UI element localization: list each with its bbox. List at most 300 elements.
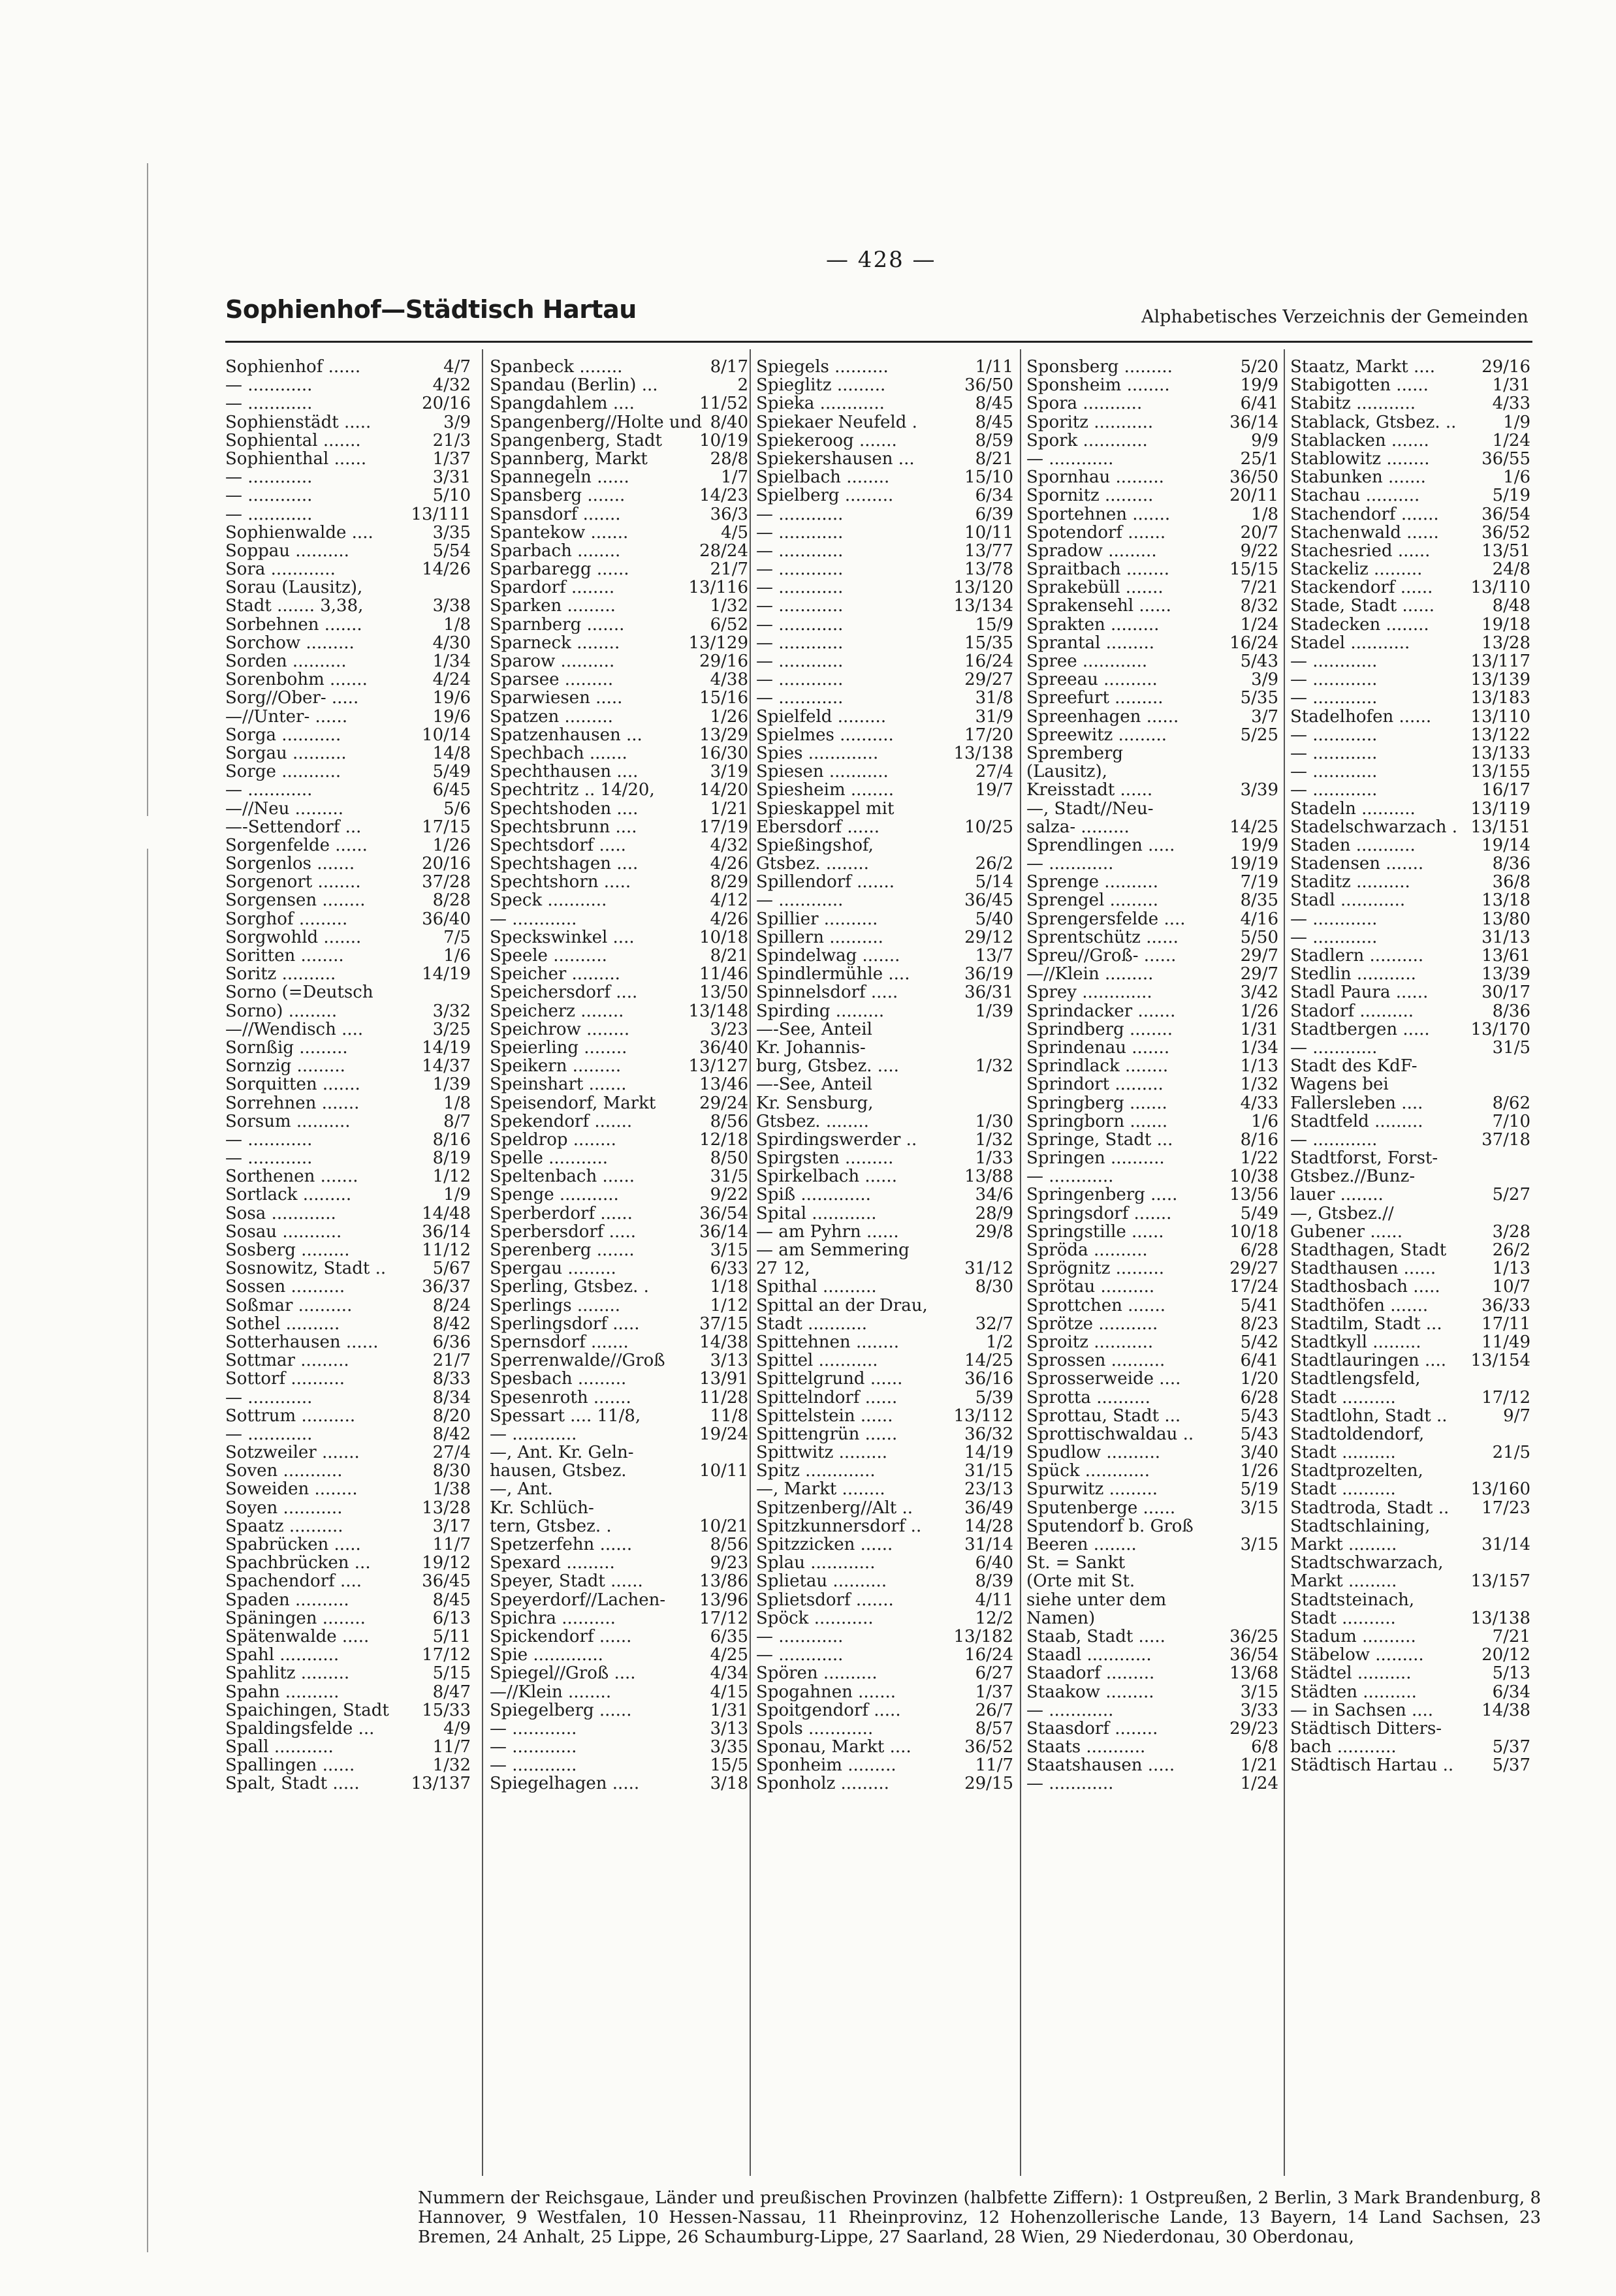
entry-place-name: Stadtsteinach, bbox=[1290, 1590, 1415, 1610]
index-entry bbox=[1026, 1186, 1281, 1204]
index-entry bbox=[490, 1756, 751, 1774]
entry-reference-number: 36/14 bbox=[1229, 412, 1278, 432]
entry-place-name: Spirdingswerder .. bbox=[756, 1129, 917, 1150]
index-entry bbox=[756, 910, 1016, 928]
entry-place-name: Stadtlohn, Stadt .. bbox=[1290, 1406, 1448, 1426]
entry-place-name: Spiegels .......... bbox=[756, 357, 889, 377]
index-entry bbox=[490, 1591, 751, 1609]
entry-place-name: — ............ bbox=[490, 1718, 577, 1738]
entry-place-name: — ............ bbox=[756, 541, 844, 561]
entry-reference-number: 5/19 bbox=[1240, 1479, 1278, 1500]
index-entry bbox=[490, 1167, 751, 1186]
index-column-1 bbox=[225, 358, 473, 1793]
index-entry bbox=[756, 1443, 1016, 1462]
entry-reference-number: 14/20 bbox=[699, 780, 748, 800]
index-entry bbox=[490, 1186, 751, 1204]
entry-place-name: Speicher ......... bbox=[490, 964, 620, 984]
entry-place-name: —//Unter- ...... bbox=[225, 706, 348, 727]
entry-place-name: —//Klein ......... bbox=[1026, 964, 1154, 984]
entry-place-name: Springe, Stadt ... bbox=[1026, 1129, 1173, 1150]
index-entry bbox=[756, 1094, 1016, 1112]
entry-reference-number: 37/18 bbox=[1481, 1129, 1530, 1150]
entry-reference-number: 10/11 bbox=[964, 522, 1013, 543]
index-entry bbox=[756, 873, 1016, 891]
entry-reference-number: 16/24 bbox=[1229, 633, 1278, 653]
index-entry bbox=[756, 542, 1016, 560]
entry-place-name: Spitzkunnersdorf .. bbox=[756, 1516, 922, 1536]
entry-place-name: Spechtsbrunn .... bbox=[490, 817, 637, 837]
entry-reference-number: 13/134 bbox=[953, 596, 1013, 616]
index-entry bbox=[490, 1297, 751, 1315]
entry-reference-number: 4/33 bbox=[1240, 1093, 1278, 1113]
index-entry bbox=[1290, 1756, 1533, 1774]
entry-place-name: Sprenge .......... bbox=[1026, 872, 1158, 892]
entry-place-name: Namen) bbox=[1026, 1608, 1096, 1628]
entry-reference-number: 29/15 bbox=[964, 1774, 1013, 1794]
index-entry bbox=[490, 432, 751, 450]
index-entry bbox=[225, 1204, 473, 1223]
entry-place-name: Stadtilm, Stadt ... bbox=[1290, 1313, 1442, 1334]
entry-reference-number: 5/43 bbox=[1240, 1406, 1278, 1426]
index-entry bbox=[1290, 1020, 1533, 1039]
entry-place-name: Kr. Sensburg, bbox=[756, 1093, 874, 1113]
entry-reference-number: 5/41 bbox=[1240, 1295, 1278, 1315]
index-entry bbox=[1026, 1425, 1281, 1443]
index-entry bbox=[225, 1756, 473, 1774]
index-entry bbox=[490, 394, 751, 413]
entry-place-name: Spreewitz ......... bbox=[1026, 725, 1167, 745]
entry-place-name: Speisendorf, Markt bbox=[490, 1093, 656, 1113]
entry-place-name: Sosberg ......... bbox=[225, 1240, 350, 1260]
entry-reference-number: 13/112 bbox=[953, 1406, 1013, 1426]
entry-reference-number: 9/23 bbox=[710, 1553, 748, 1573]
index-entry bbox=[490, 634, 751, 652]
entry-place-name: Stedlin ........... bbox=[1290, 964, 1416, 984]
entry-place-name: Sosa ............ bbox=[225, 1203, 336, 1223]
entry-place-name: Spechbach ....... bbox=[490, 743, 627, 763]
index-entry bbox=[490, 413, 751, 432]
entry-place-name: Stade, Stadt ...... bbox=[1290, 596, 1435, 616]
entry-reference-number: 6/41 bbox=[1240, 1351, 1278, 1371]
index-entry bbox=[225, 836, 473, 855]
entry-place-name: Spies ............. bbox=[756, 743, 879, 763]
entry-place-name: Spindlermühle .... bbox=[756, 964, 910, 984]
index-entry bbox=[756, 1278, 1016, 1296]
entry-place-name: Kr. Johannis- bbox=[756, 1037, 866, 1058]
entry-reference-number: 10/14 bbox=[422, 725, 471, 745]
entry-place-name: Stachau .......... bbox=[1290, 486, 1420, 506]
entry-place-name: Sprötau .......... bbox=[1026, 1277, 1155, 1297]
entry-reference-number: 4/26 bbox=[710, 854, 748, 874]
index-entry bbox=[490, 560, 751, 578]
entry-place-name: — ............ bbox=[225, 375, 313, 396]
index-entry bbox=[1290, 542, 1533, 560]
entry-place-name: Stadlern .......... bbox=[1290, 946, 1424, 966]
index-entry bbox=[1026, 1167, 1281, 1186]
index-entry bbox=[225, 1443, 473, 1462]
index-entry bbox=[225, 1701, 473, 1720]
index-entry bbox=[756, 468, 1016, 486]
index-entry bbox=[1026, 1020, 1281, 1039]
index-entry bbox=[1026, 1646, 1281, 1664]
index-entry bbox=[1290, 855, 1533, 873]
entry-place-name: — ............ bbox=[756, 578, 844, 598]
entry-place-name: Städtisch Hartau .. bbox=[1290, 1755, 1454, 1776]
entry-reference-number: 6/39 bbox=[975, 504, 1013, 524]
entry-place-name: Soritz .......... bbox=[225, 964, 336, 984]
entry-reference-number: 6/13 bbox=[432, 1608, 471, 1628]
index-entry bbox=[756, 1646, 1016, 1664]
entry-reference-number: 10/38 bbox=[1229, 1167, 1278, 1187]
entry-reference-number: 29/12 bbox=[964, 927, 1013, 947]
index-entry bbox=[1026, 1554, 1281, 1572]
entry-place-name: — ............ bbox=[1026, 1700, 1114, 1720]
entry-place-name: Sponholz ......... bbox=[756, 1774, 889, 1794]
entry-reference-number: 5/43 bbox=[1240, 652, 1278, 671]
index-entry bbox=[756, 1131, 1016, 1149]
entry-place-name: —, Ant. Kr. Geln- bbox=[490, 1443, 634, 1463]
entry-place-name: Staditz .......... bbox=[1290, 872, 1410, 892]
entry-reference-number: 6/52 bbox=[710, 614, 748, 635]
entry-reference-number: 8/16 bbox=[432, 1129, 471, 1150]
index-entry bbox=[1026, 376, 1281, 394]
entry-reference-number: 15/35 bbox=[964, 633, 1013, 653]
entry-reference-number: 36/16 bbox=[964, 1369, 1013, 1389]
index-entry bbox=[225, 1351, 473, 1370]
index-entry bbox=[225, 450, 473, 468]
entry-place-name: Spreenhagen ...... bbox=[1026, 706, 1179, 727]
entry-reference-number: 8/35 bbox=[1240, 890, 1278, 911]
entry-reference-number: 1/31 bbox=[1240, 1019, 1278, 1039]
entry-place-name: Stadthosbach ..... bbox=[1290, 1277, 1440, 1297]
entry-place-name: Sorden .......... bbox=[225, 652, 347, 671]
header-rule bbox=[225, 341, 1532, 343]
entry-reference-number: 4/12 bbox=[710, 890, 748, 911]
index-entry bbox=[756, 1774, 1016, 1793]
entry-place-name: Sotzweiler ....... bbox=[225, 1443, 360, 1463]
entry-reference-number: 4/34 bbox=[710, 1663, 748, 1684]
entry-reference-number: 13/182 bbox=[953, 1626, 1013, 1646]
entry-place-name: Speele .......... bbox=[490, 946, 607, 966]
entry-reference-number: 27/4 bbox=[975, 762, 1013, 782]
entry-reference-number: 1/32 bbox=[975, 1056, 1013, 1077]
index-entry bbox=[490, 1683, 751, 1701]
index-entry bbox=[490, 1278, 751, 1296]
entry-place-name: — ............ bbox=[756, 596, 844, 616]
index-entry bbox=[225, 1480, 473, 1498]
entry-place-name: St. = Sankt bbox=[1026, 1553, 1126, 1573]
entry-place-name: Spielmes .......... bbox=[756, 725, 894, 745]
entry-place-name: — ............ bbox=[1290, 725, 1378, 745]
entry-place-name: hausen, Gtsbez. bbox=[490, 1461, 627, 1481]
entry-place-name: Stablowitz ........ bbox=[1290, 448, 1430, 469]
entry-reference-number: 3/15 bbox=[1240, 1535, 1278, 1554]
entry-place-name: Spie ............. bbox=[490, 1645, 603, 1665]
entry-place-name: Sparnberg ....... bbox=[490, 614, 625, 635]
index-entry bbox=[756, 1039, 1016, 1057]
index-entry bbox=[1026, 1259, 1281, 1278]
entry-reference-number: 3/35 bbox=[710, 1737, 748, 1757]
entry-place-name: — ............ bbox=[225, 1148, 313, 1169]
entry-place-name: Stackendorf ...... bbox=[1290, 578, 1433, 598]
entry-reference-number: 13/127 bbox=[688, 1056, 748, 1077]
entry-reference-number: 19/6 bbox=[432, 688, 471, 708]
entry-place-name: — ............ bbox=[225, 780, 313, 800]
entry-place-name: Sprossen .......... bbox=[1026, 1351, 1165, 1371]
entry-place-name: Splau ............ bbox=[756, 1553, 876, 1573]
entry-place-name: Sothel .......... bbox=[225, 1313, 340, 1334]
entry-place-name: Spätenwalde ..... bbox=[225, 1626, 370, 1646]
entry-place-name: Sprötze ........... bbox=[1026, 1313, 1158, 1334]
index-entry bbox=[1026, 1297, 1281, 1315]
entry-place-name: Stadtkyll ......... bbox=[1290, 1332, 1421, 1352]
index-entry bbox=[1290, 524, 1533, 542]
entry-reference-number: 20/16 bbox=[422, 854, 471, 874]
entry-reference-number: 3/15 bbox=[1240, 1498, 1278, 1518]
entry-place-name: Spesenroth ....... bbox=[490, 1387, 631, 1407]
entry-reference-number: 11/7 bbox=[432, 1737, 471, 1757]
entry-place-name: Sprakten ......... bbox=[1026, 614, 1160, 635]
entry-place-name: Stadt .......... bbox=[1290, 1479, 1396, 1500]
entry-reference-number: 4/33 bbox=[1492, 394, 1530, 414]
entry-place-name: Spalt, Stadt ..... bbox=[225, 1774, 360, 1794]
entry-place-name: lauer ........ bbox=[1290, 1185, 1384, 1205]
entry-reference-number: 1/8 bbox=[443, 614, 471, 635]
index-entry bbox=[1026, 413, 1281, 432]
entry-place-name: Sophienstädt ..... bbox=[225, 412, 372, 432]
left-margin-mark-bottom bbox=[147, 849, 148, 2252]
index-entry bbox=[225, 1664, 473, 1682]
entry-place-name: —, Gtsbez.// bbox=[1290, 1203, 1394, 1223]
index-entry bbox=[1026, 781, 1281, 799]
entry-place-name: — ............ bbox=[490, 1424, 577, 1444]
page-title: Sophienhof—Städtisch Hartau bbox=[225, 295, 637, 324]
index-entry bbox=[225, 1389, 473, 1407]
entry-reference-number: 1/24 bbox=[1240, 614, 1278, 635]
entry-place-name: Sophiental ....... bbox=[225, 430, 361, 450]
index-entry bbox=[1026, 1333, 1281, 1351]
entry-place-name: Sputendorf b. Groß bbox=[1026, 1516, 1194, 1536]
index-entry bbox=[225, 1241, 473, 1259]
entry-place-name: Stadum .......... bbox=[1290, 1626, 1416, 1646]
index-entry bbox=[756, 1701, 1016, 1720]
index-entry bbox=[490, 1315, 751, 1333]
index-entry bbox=[490, 1149, 751, 1167]
entry-reference-number: 1/32 bbox=[710, 596, 748, 616]
entry-reference-number: 8/45 bbox=[432, 1590, 471, 1610]
entry-reference-number: 1/6 bbox=[443, 946, 471, 966]
entry-reference-number: 1/34 bbox=[432, 652, 471, 671]
entry-place-name: Spirding ......... bbox=[756, 1001, 885, 1021]
entry-reference-number: 14/38 bbox=[699, 1332, 748, 1352]
entry-place-name: Spandau (Berlin) ... bbox=[490, 375, 658, 396]
index-entry bbox=[490, 1259, 751, 1278]
entry-place-name: Spören .......... bbox=[756, 1663, 878, 1684]
entry-reference-number: 14/37 bbox=[422, 1056, 471, 1077]
entry-place-name: Sparbaregg ...... bbox=[490, 559, 629, 580]
entry-reference-number: 17/24 bbox=[1229, 1277, 1278, 1297]
index-entry bbox=[1290, 891, 1533, 909]
entry-place-name: Spechtritz .. 14/20, bbox=[490, 780, 655, 800]
entry-place-name: Stackeliz ......... bbox=[1290, 559, 1423, 580]
entry-reference-number: 20/16 bbox=[422, 394, 471, 414]
entry-reference-number: 4/32 bbox=[432, 375, 471, 396]
entry-reference-number: 36/50 bbox=[964, 375, 1013, 396]
entry-place-name: Sorquitten ....... bbox=[225, 1075, 360, 1095]
entry-place-name: Stadorf .......... bbox=[1290, 1001, 1414, 1021]
entry-place-name: Sora ............ bbox=[225, 559, 336, 580]
index-entry bbox=[1290, 1131, 1533, 1149]
index-entry bbox=[756, 670, 1016, 689]
entry-place-name: Sorno) ......... bbox=[225, 1001, 338, 1021]
entry-reference-number: 3/35 bbox=[432, 522, 471, 543]
index-entry bbox=[756, 781, 1016, 799]
entry-place-name: Spirgsten ......... bbox=[756, 1148, 894, 1169]
entry-place-name: Sperbersdorf ..... bbox=[490, 1221, 637, 1242]
index-entry bbox=[1290, 358, 1533, 376]
index-entry bbox=[1026, 1315, 1281, 1333]
entry-reference-number: 1/38 bbox=[432, 1479, 471, 1500]
entry-reference-number: 11/7 bbox=[432, 1535, 471, 1554]
entry-reference-number: 3/40 bbox=[1240, 1443, 1278, 1463]
entry-reference-number: 28/24 bbox=[699, 541, 748, 561]
entry-reference-number: 9/9 bbox=[1251, 430, 1278, 450]
entry-reference-number: 36/14 bbox=[699, 1221, 748, 1242]
entry-place-name: Springborn ....... bbox=[1026, 1111, 1168, 1131]
index-entry bbox=[756, 358, 1016, 376]
entry-place-name: Sortlack ......... bbox=[225, 1185, 352, 1205]
index-entry bbox=[1290, 781, 1533, 799]
index-entry bbox=[1026, 597, 1281, 615]
entry-reference-number: 8/45 bbox=[975, 394, 1013, 414]
entry-reference-number: 3/33 bbox=[1240, 1700, 1278, 1720]
entry-place-name: Soyen ........... bbox=[225, 1498, 343, 1518]
entry-reference-number: 1/13 bbox=[1492, 1259, 1530, 1279]
entry-reference-number: 19/14 bbox=[1481, 835, 1530, 855]
index-entry bbox=[1026, 1149, 1281, 1167]
entry-reference-number: 11/46 bbox=[699, 964, 748, 984]
index-entry bbox=[1290, 1002, 1533, 1020]
index-entry bbox=[490, 1204, 751, 1223]
entry-place-name: Wagens bei bbox=[1290, 1075, 1389, 1095]
index-entry bbox=[1290, 1204, 1533, 1223]
index-entry bbox=[1290, 947, 1533, 965]
entry-reference-number: 20/7 bbox=[1240, 522, 1278, 543]
entry-place-name: Sputenberge ...... bbox=[1026, 1498, 1176, 1518]
entry-place-name: (Lausitz), bbox=[1026, 762, 1107, 782]
index-entry bbox=[1290, 1462, 1533, 1480]
entry-place-name: — ............ bbox=[1026, 1167, 1114, 1187]
index-entry bbox=[756, 1333, 1016, 1351]
entry-place-name: Spittelgrund ...... bbox=[756, 1369, 903, 1389]
entry-place-name: Speltenbach ...... bbox=[490, 1167, 635, 1187]
entry-reference-number: 13/110 bbox=[1470, 706, 1530, 727]
entry-reference-number: 21/7 bbox=[710, 559, 748, 580]
index-entry bbox=[1026, 1701, 1281, 1720]
entry-place-name: Spechtshagen .... bbox=[490, 854, 639, 874]
index-entry bbox=[1026, 836, 1281, 855]
index-entry bbox=[1290, 1628, 1533, 1646]
index-entry bbox=[1026, 670, 1281, 689]
entry-reference-number: 3/19 bbox=[710, 762, 748, 782]
entry-reference-number: 4/11 bbox=[975, 1590, 1013, 1610]
entry-reference-number: 1/30 bbox=[975, 1111, 1013, 1131]
entry-reference-number: 27/4 bbox=[432, 1443, 471, 1463]
entry-reference-number: 13/117 bbox=[1470, 652, 1530, 671]
entry-place-name: Spornhau ......... bbox=[1026, 467, 1164, 488]
entry-place-name: Sottrum .......... bbox=[225, 1406, 356, 1426]
entry-reference-number: 4/38 bbox=[710, 670, 748, 690]
entry-reference-number: 13/160 bbox=[1470, 1479, 1530, 1500]
index-entry bbox=[756, 1591, 1016, 1609]
entry-place-name: — ............ bbox=[756, 633, 844, 653]
entry-place-name: Stadl Paura ...... bbox=[1290, 983, 1429, 1003]
entry-reference-number: 29/16 bbox=[1481, 357, 1530, 377]
index-entry bbox=[756, 1554, 1016, 1572]
index-entry bbox=[1290, 578, 1533, 597]
index-entry bbox=[756, 394, 1016, 413]
entry-place-name: Speldrop ........ bbox=[490, 1129, 616, 1150]
index-entry bbox=[756, 1002, 1016, 1020]
entry-reference-number: 21/7 bbox=[432, 1351, 471, 1371]
index-entry bbox=[756, 763, 1016, 781]
index-entry bbox=[225, 708, 473, 726]
entry-reference-number: 8/7 bbox=[443, 1111, 471, 1131]
entry-reference-number: 13/28 bbox=[1481, 633, 1530, 653]
index-entry bbox=[1290, 800, 1533, 818]
index-entry bbox=[756, 616, 1016, 634]
entry-place-name: Sprögnitz ......... bbox=[1026, 1259, 1165, 1279]
entry-reference-number: 8/17 bbox=[710, 357, 748, 377]
index-entry bbox=[490, 1039, 751, 1057]
entry-place-name: Sprotta .......... bbox=[1026, 1387, 1150, 1407]
entry-reference-number: 8/56 bbox=[710, 1535, 748, 1554]
index-entry bbox=[490, 928, 751, 947]
entry-reference-number: 17/12 bbox=[1481, 1387, 1530, 1407]
index-entry bbox=[1026, 486, 1281, 505]
entry-reference-number: 11/8 bbox=[710, 1406, 748, 1426]
index-entry bbox=[490, 1554, 751, 1572]
entry-place-name: — ............ bbox=[756, 1626, 844, 1646]
entry-reference-number: 1/32 bbox=[1240, 1075, 1278, 1095]
entry-reference-number: 1/21 bbox=[1240, 1755, 1278, 1776]
entry-place-name: Spittal an der Drau, bbox=[756, 1295, 928, 1315]
entry-place-name: Sorghof ......... bbox=[225, 909, 348, 929]
index-entry bbox=[1290, 1112, 1533, 1131]
index-entry bbox=[756, 818, 1016, 836]
index-entry bbox=[225, 1333, 473, 1351]
entry-reference-number: 12/18 bbox=[699, 1129, 748, 1150]
entry-place-name: Spangenberg//Holte und bbox=[490, 412, 702, 432]
entry-reference-number: 1/37 bbox=[432, 448, 471, 469]
index-entry bbox=[1290, 1389, 1533, 1407]
entry-place-name: Spallingen ...... bbox=[225, 1755, 355, 1776]
index-entry bbox=[1026, 965, 1281, 983]
entry-place-name: Springstille ...... bbox=[1026, 1221, 1164, 1242]
entry-reference-number: 1/34 bbox=[1240, 1037, 1278, 1058]
entry-place-name: Sottorf .......... bbox=[225, 1369, 345, 1389]
entry-reference-number: 3/15 bbox=[1240, 1682, 1278, 1702]
index-entry bbox=[1290, 432, 1533, 450]
entry-place-name: Spree ............ bbox=[1026, 652, 1148, 671]
entry-place-name: Städten .......... bbox=[1290, 1682, 1417, 1702]
entry-place-name: Spießingshof, bbox=[756, 835, 874, 855]
index-entry bbox=[225, 652, 473, 670]
entry-place-name: Staasdorf ........ bbox=[1026, 1718, 1158, 1738]
entry-reference-number: 8/42 bbox=[432, 1313, 471, 1334]
entry-place-name: Stadecken ........ bbox=[1290, 614, 1429, 635]
entry-reference-number: 13/91 bbox=[699, 1369, 748, 1389]
